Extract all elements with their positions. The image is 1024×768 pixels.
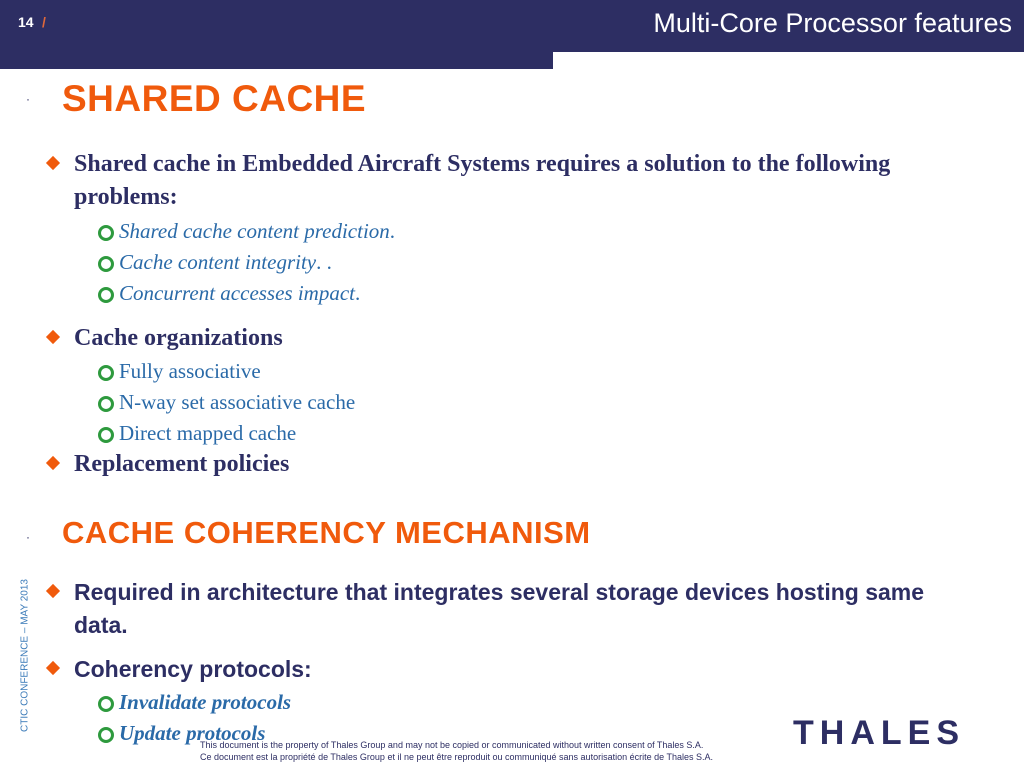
thales-logo: THALES [793,714,965,752]
ring-bullet-icon [98,225,114,241]
bullet-shared-cache-problems [48,148,948,214]
ring-bullet-icon [98,427,114,443]
subbullet-invalidate-protocols [98,688,898,716]
side-conference-label: CTIC CONFERENCE – MAY 2013 [19,579,31,733]
bullet-replacement-policies [48,448,948,481]
ring-bullet-icon [98,727,114,743]
diamond-bullet-icon [46,584,60,598]
bullet-required-architecture [48,576,948,642]
subbullet-text: Fully associative [119,359,261,383]
section-title-shared-cache: SHARED CACHE [62,78,367,119]
bullet-text: Cache organizations [74,325,283,351]
footer-line-english: This document is the property of Thales Group and may not be copied or communicated without written consent of Thales S.A. [200,740,704,750]
subbullet-suffix: . [355,281,361,305]
subbullet-text: Cache content integrity [119,250,317,274]
ring-bullet-icon [98,365,114,381]
diamond-bullet-icon [46,661,60,675]
subbullet-suffix: . [389,219,396,243]
subbullet-content-prediction [98,217,898,245]
page-separator: / [42,14,46,30]
section-title-cache-coherency: CACHE COHERENCY MECHANISM [62,515,591,550]
header-band-extension [0,52,553,69]
ring-bullet-icon [98,696,114,712]
bullet-cache-organizations [48,322,948,355]
section-dot: · [26,530,30,544]
subbullet-concurrent-accesses [98,279,898,307]
diamond-bullet-icon [46,330,60,344]
subbullet-text: Concurrent accesses impact [119,281,356,305]
subbullet-fully-associative [98,357,898,385]
footer-line-french: Ce document est la propriété de Thales Group et il ne peut être reproduit ou communiqué sans autorisation écrite de Thales S.A. [200,752,713,762]
ring-bullet-icon [98,256,114,272]
slide-title: Multi-Core Processor features [653,8,1012,38]
subbullet-text: Invalidate protocols [119,690,292,714]
subbullet-text: Update protocols [119,721,266,745]
bullet-text: Coherency protocols: [74,656,312,682]
page-number: 14 [18,14,34,30]
ring-bullet-icon [98,396,114,412]
subbullet-nway-set-associative [98,388,898,416]
subbullet-text: N-way set associative cache [119,390,356,414]
subbullet-suffix: . . [316,250,332,274]
diamond-bullet-icon [46,456,60,470]
ring-bullet-icon [98,287,114,303]
footer-disclaimer [200,739,713,763]
bullet-text: Shared cache in Embedded Aircraft Systems requires a solution to the following problems: [74,151,891,210]
subbullet-direct-mapped [98,419,898,447]
subbullet-text: Shared cache content prediction [119,219,390,243]
bullet-text: Replacement policies [74,451,290,477]
section-dot: · [26,92,30,106]
diamond-bullet-icon [46,156,60,170]
subbullet-content-integrity [98,248,898,276]
bullet-coherency-protocols [48,653,948,686]
bullet-text: Required in architecture that integrates several storage devices hosting same data. [74,579,925,638]
subbullet-text: Direct mapped cache [119,421,297,445]
